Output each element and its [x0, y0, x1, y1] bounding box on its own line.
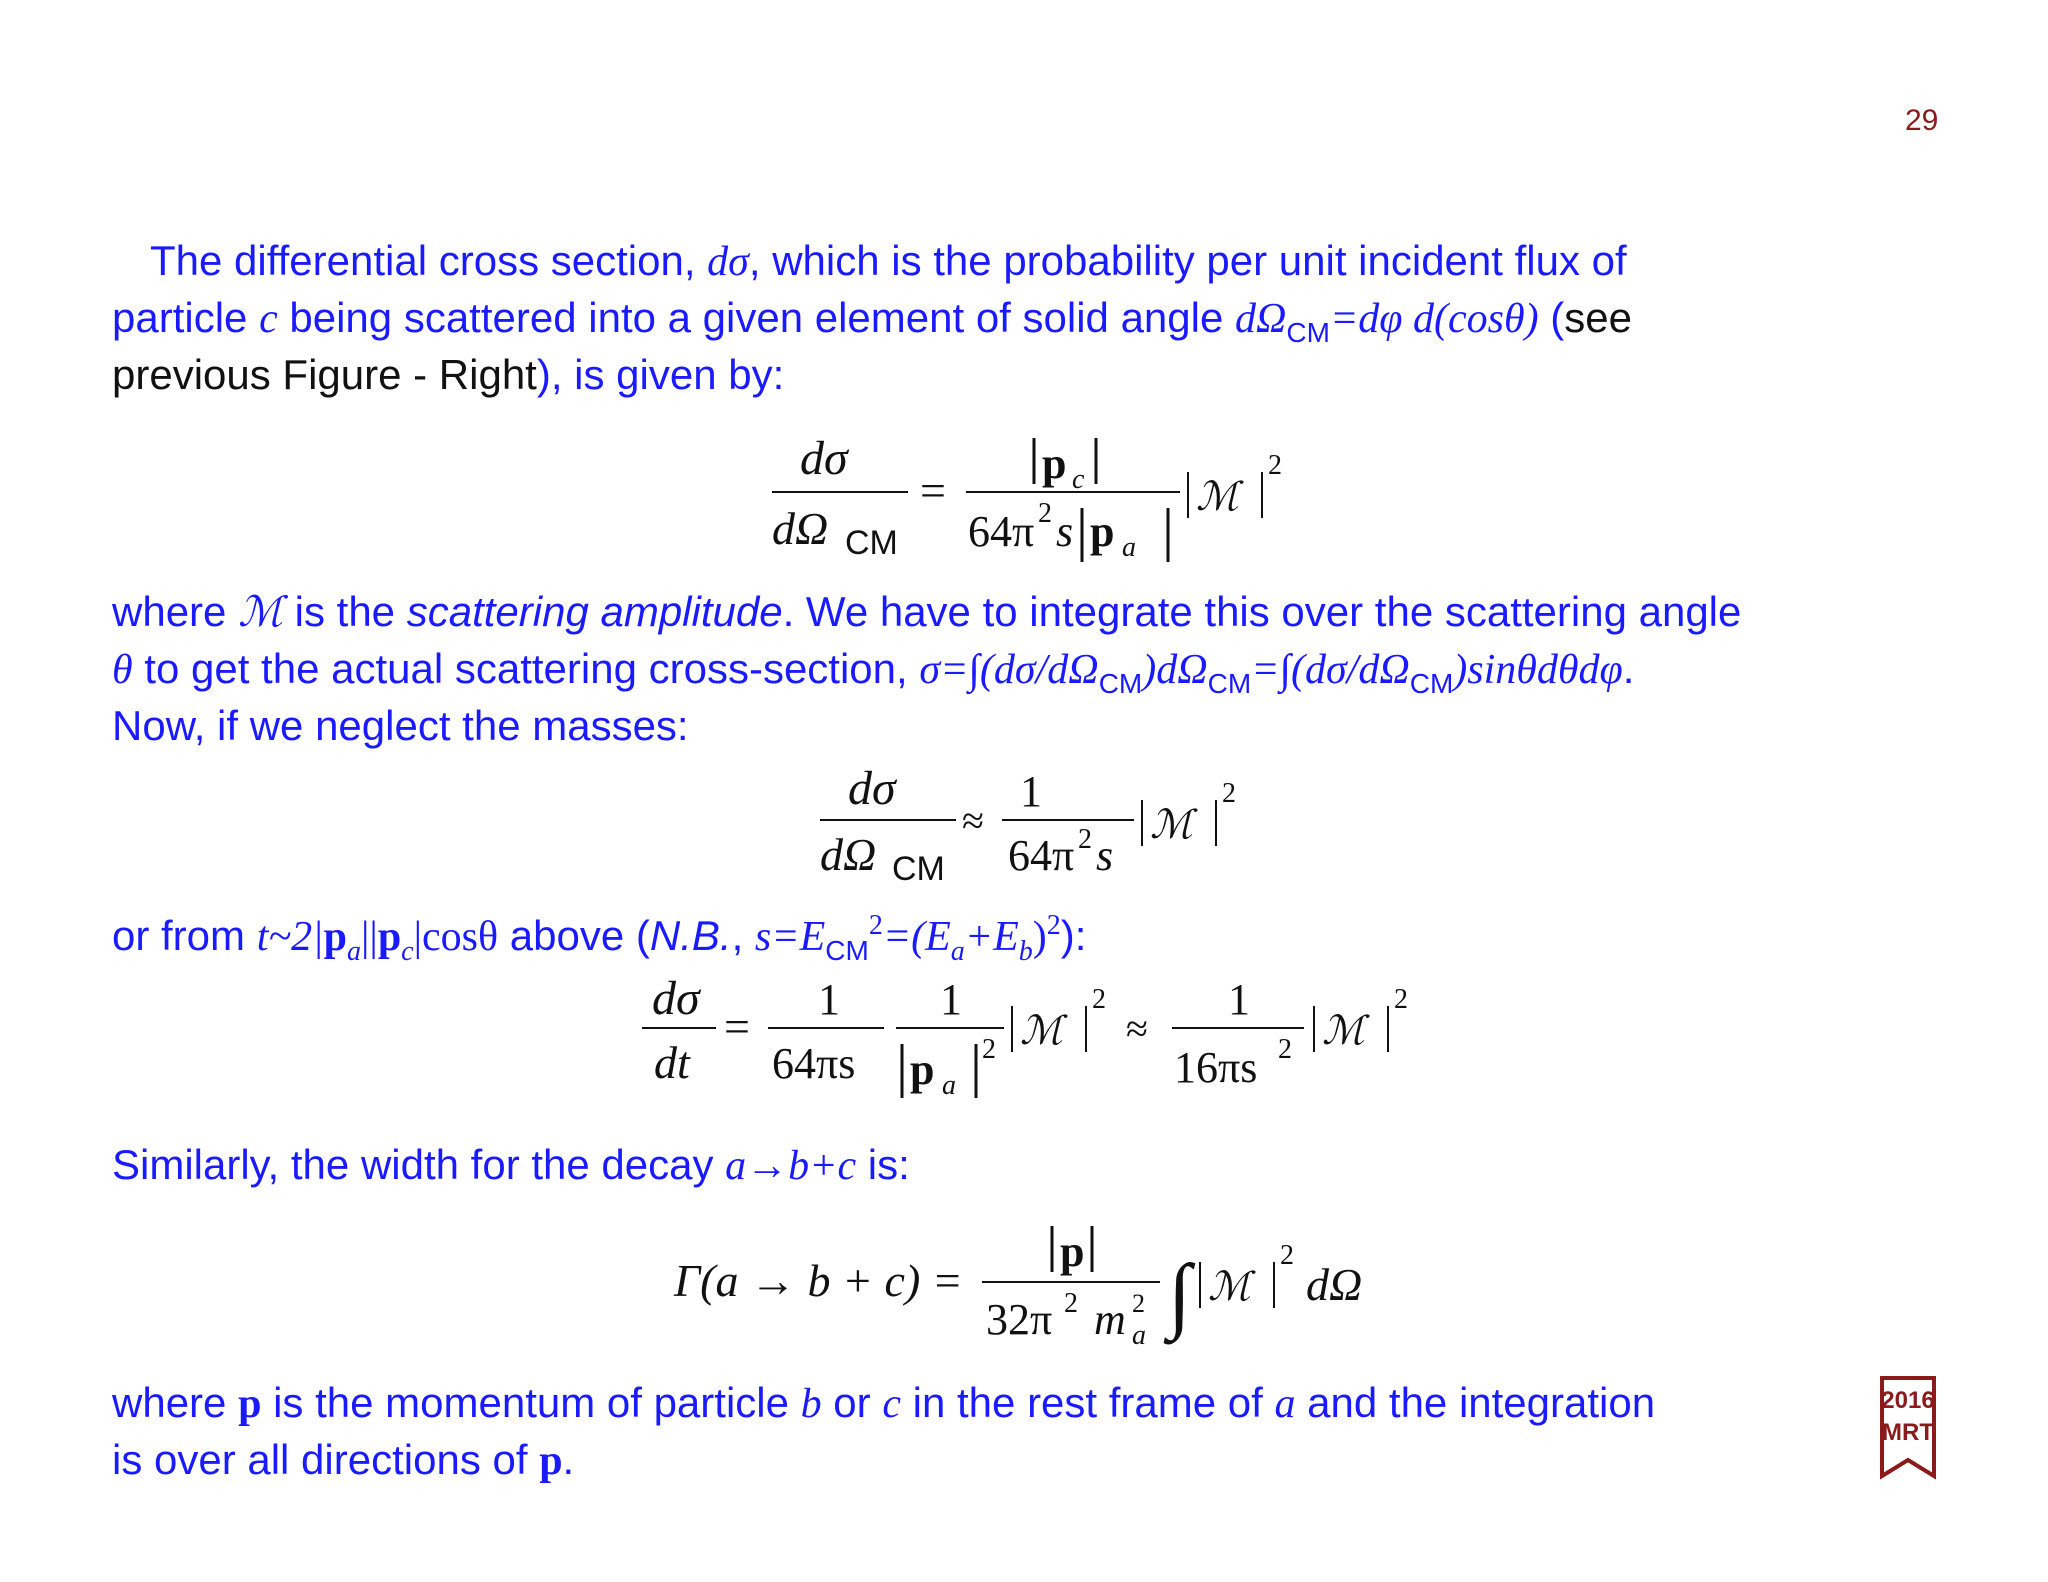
momentum-line-2: is over all directions of p. — [112, 1436, 575, 1484]
page-number: 29 — [1905, 104, 1939, 137]
eq1-equals: = — [920, 465, 946, 516]
eq2-den-sq: 2 — [1078, 824, 1092, 855]
eq3-den-c-exp: 2 — [1278, 1034, 1292, 1065]
eq1-num-p: p — [1042, 439, 1067, 488]
eq4-den-sq: 2 — [1064, 1288, 1078, 1319]
eq2-amp: ℳ — [1150, 802, 1193, 847]
mrt-2016-badge — [1878, 1374, 1938, 1485]
eq2-approx: ≈ — [962, 798, 984, 843]
intro-line-3: previous Figure - Right), is given by: — [112, 351, 785, 398]
eq2-den-coef: 64π — [1008, 831, 1075, 880]
eq3-approx: ≈ — [1126, 1006, 1148, 1051]
eq4-dOmega: dΩ — [1306, 1259, 1363, 1310]
momentum-line-1: where p is the momentum of particle b or c in the rest frame of a and the integration — [112, 1379, 1656, 1427]
eq3-one-b: 1 — [940, 975, 962, 1024]
eq3-den-p-exp: 2 — [982, 1034, 996, 1065]
eq3-one-a: 1 — [818, 975, 840, 1024]
decay-line: Similarly, the width for the decay a→b+c is: — [112, 1141, 910, 1189]
eq1-num-left: dσ — [800, 432, 848, 485]
badge-year: 2016 — [1881, 1387, 1935, 1414]
eq3-exp: 2 — [1092, 984, 1106, 1015]
eq1-num-p-sub: c — [1072, 464, 1085, 495]
eq2-cm: CM — [892, 850, 945, 888]
eq1-den-s: s — [1056, 507, 1074, 556]
eq2-den-s: s — [1096, 831, 1114, 880]
eq4-integral: ∫ — [1168, 1248, 1192, 1341]
equation-dsigma-dt — [632, 962, 1432, 1117]
eq4-den-coef: 32π — [986, 1295, 1053, 1344]
eq3-amp2: ℳ — [1322, 1008, 1365, 1053]
equation-cross-section — [760, 422, 1320, 577]
eq1-den-coef: 64π — [968, 507, 1035, 556]
eq4-gamma: Γ(a → b + c) = — [674, 1255, 963, 1306]
eq3-equals: = — [724, 1001, 750, 1052]
eq3-one-c: 1 — [1228, 975, 1250, 1024]
eq3-den-a: 64πs — [772, 1039, 856, 1088]
eq2-num-right: 1 — [1020, 767, 1042, 816]
eq2-num-left: dσ — [848, 762, 896, 815]
eq3-num-left: dσ — [652, 972, 700, 1025]
eq1-den-p-sub: a — [1122, 532, 1136, 563]
or-from-line: or from $t\sim 2|p_a||p_c|\cos\theta$ above (N.B., $s=E_{CM}^2=(E_a+E_b)^2$): — [112, 910, 1087, 967]
eq3-den-c: 16πs — [1174, 1043, 1258, 1092]
eq3-amp: ℳ — [1020, 1008, 1063, 1053]
eq4-den-m-sub: a — [1132, 1320, 1146, 1351]
equation-decay-width — [666, 1208, 1406, 1363]
eq4-exp: 2 — [1280, 1240, 1294, 1271]
intro-line-2: particle c being scattered into a given element of solid angle $d\Omega_{CM}=d\varphi$ d(cosθ) (see — [112, 294, 1632, 348]
eq1-den-p: p — [1090, 507, 1115, 556]
intro-line-1: The differential cross section, dσ, which is the probability per unit incident flux of — [150, 237, 1627, 285]
eq1-den-sq: 2 — [1038, 498, 1052, 529]
eq1-cm: CM — [845, 524, 898, 562]
eq1-den-left: dΩ — [772, 503, 829, 554]
eq3-den-p: p — [910, 1045, 935, 1094]
eq3-den-left: dt — [654, 1037, 690, 1088]
where-line-1: where ℳ is the scattering amplitude. We have to integrate this over the scattering angle — [112, 588, 1742, 636]
badge-initials: MRT — [1882, 1419, 1934, 1446]
eq1-amp: ℳ — [1196, 474, 1239, 519]
eq4-amp: ℳ — [1208, 1264, 1251, 1309]
eq1-exp: 2 — [1268, 450, 1282, 481]
where-line-3: Now, if we neglect the masses: — [112, 702, 689, 749]
eq4-den-m-exp: 2 — [1132, 1289, 1145, 1318]
eq2-den-left: dΩ — [820, 829, 877, 880]
equation-massless — [806, 752, 1266, 897]
eq4-den-m: m — [1094, 1295, 1126, 1344]
eq4-num: p — [1060, 1227, 1085, 1276]
eq2-exp: 2 — [1222, 778, 1236, 809]
where-line-2: θ to get the actual scattering cross-section, $\sigma=\int(d\sigma/d\Omega_{CM})d\Omega_{CM}=\int(d\sigma/d\Omega_{CM})\sin\theta d\theta d\varphi$. — [112, 645, 1635, 699]
eq3-exp2: 2 — [1394, 984, 1408, 1015]
eq3-den-p-sub: a — [942, 1070, 956, 1101]
